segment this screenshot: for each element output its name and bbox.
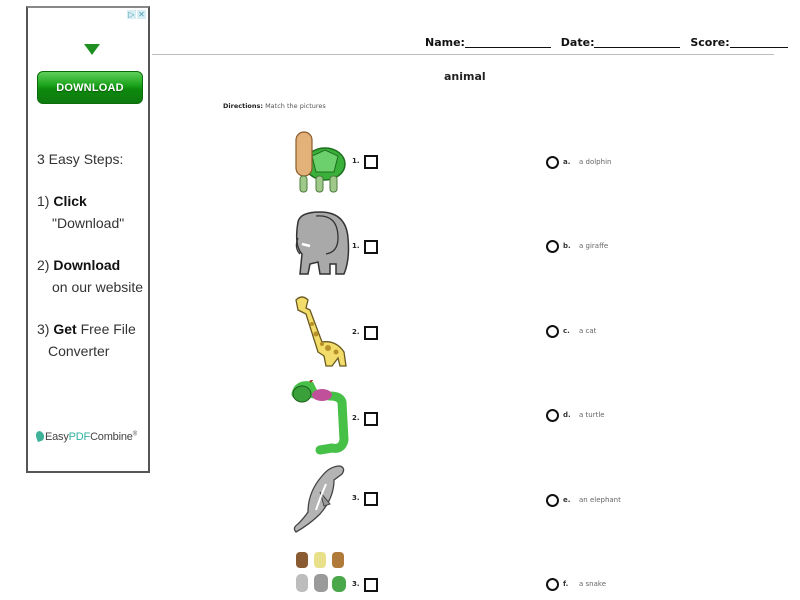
page-title: animal [444, 70, 486, 83]
option-radio[interactable] [546, 494, 559, 507]
option-radio[interactable] [546, 156, 559, 169]
date-field [561, 36, 681, 49]
elephant-picture [290, 208, 352, 280]
step-3 [37, 318, 143, 362]
step-action: Download [53, 257, 121, 273]
option-letter: b. [563, 242, 571, 250]
step-number: 1) [37, 193, 50, 209]
step-detail: on our website [52, 279, 144, 295]
download-button[interactable]: DOWNLOAD [37, 71, 143, 104]
answer-checkbox[interactable] [364, 578, 378, 592]
down-arrow-icon [84, 44, 100, 55]
name-line [465, 37, 551, 48]
easypdfcombine-logo[interactable] [36, 431, 137, 443]
logo-easy: Easy [45, 431, 69, 443]
ad-choices[interactable] [127, 10, 146, 19]
question-number: 2. [352, 328, 360, 336]
close-icon[interactable]: ✕ [138, 10, 145, 19]
score-label: Score: [690, 36, 730, 49]
score-line [730, 37, 788, 48]
name-field [425, 36, 551, 49]
step-2 [37, 254, 143, 298]
adchoices-icon[interactable]: ▷ [128, 10, 135, 19]
question-number: 1. [352, 242, 360, 250]
step-detail: Converter [48, 343, 110, 359]
worksheet-header [425, 36, 794, 49]
directions-label: Directions: [223, 102, 263, 110]
option-radio[interactable] [546, 240, 559, 253]
step-number: 2) [37, 257, 50, 273]
question-row [290, 208, 390, 280]
animal-group-picture [290, 548, 352, 600]
logo-pdf: PDF [68, 431, 91, 443]
question-row [290, 462, 390, 538]
logo-combine: Combine [90, 431, 133, 443]
option-text: an elephant [579, 496, 621, 504]
date-label: Date: [560, 36, 595, 49]
question-row [290, 380, 390, 456]
turtle-picture [290, 126, 350, 198]
date-line [594, 37, 680, 48]
option-radio[interactable] [546, 578, 559, 591]
option-text: a turtle [579, 411, 605, 419]
answer-checkbox[interactable] [364, 326, 378, 340]
ad-panel [26, 6, 150, 473]
directions [223, 102, 326, 110]
question-number: 3. [352, 580, 360, 588]
question-number: 1. [352, 157, 360, 165]
option-text: a snake [579, 580, 606, 588]
question-row [290, 548, 390, 600]
option-letter: f. [563, 580, 569, 588]
answer-checkbox[interactable] [364, 412, 378, 426]
steps-title: 3 Easy Steps: [37, 151, 124, 167]
score-field [690, 36, 787, 49]
step-1 [37, 190, 143, 234]
step-action: Get [53, 321, 77, 337]
question-number: 2. [352, 414, 360, 422]
option-text: a dolphin [579, 158, 612, 166]
giraffe-picture [290, 294, 352, 370]
dolphin-picture [290, 462, 352, 538]
option-letter: e. [563, 496, 571, 504]
answer-checkbox[interactable] [364, 240, 378, 254]
step-detail: "Download" [52, 215, 125, 231]
header-divider [152, 54, 774, 55]
step-number: 3) [37, 321, 50, 337]
option-text: a cat [579, 327, 597, 335]
question-row [290, 126, 390, 198]
step-action: Click [53, 193, 87, 209]
option-radio[interactable] [546, 325, 559, 338]
step-inline: Free File [76, 321, 136, 337]
logo-mark: ® [132, 431, 137, 438]
question-row [290, 294, 390, 370]
option-letter: d. [563, 411, 571, 419]
leaf-icon [35, 430, 46, 442]
directions-text: Match the pictures [263, 102, 326, 110]
question-number: 3. [352, 494, 360, 502]
option-radio[interactable] [546, 409, 559, 422]
answer-checkbox[interactable] [364, 155, 378, 169]
answer-checkbox[interactable] [364, 492, 378, 506]
option-text: a giraffe [579, 242, 609, 250]
name-label: Name: [425, 36, 465, 49]
ad-steps [37, 148, 143, 382]
option-letter: a. [563, 158, 571, 166]
snake-picture [290, 380, 352, 456]
option-letter: c. [563, 327, 570, 335]
